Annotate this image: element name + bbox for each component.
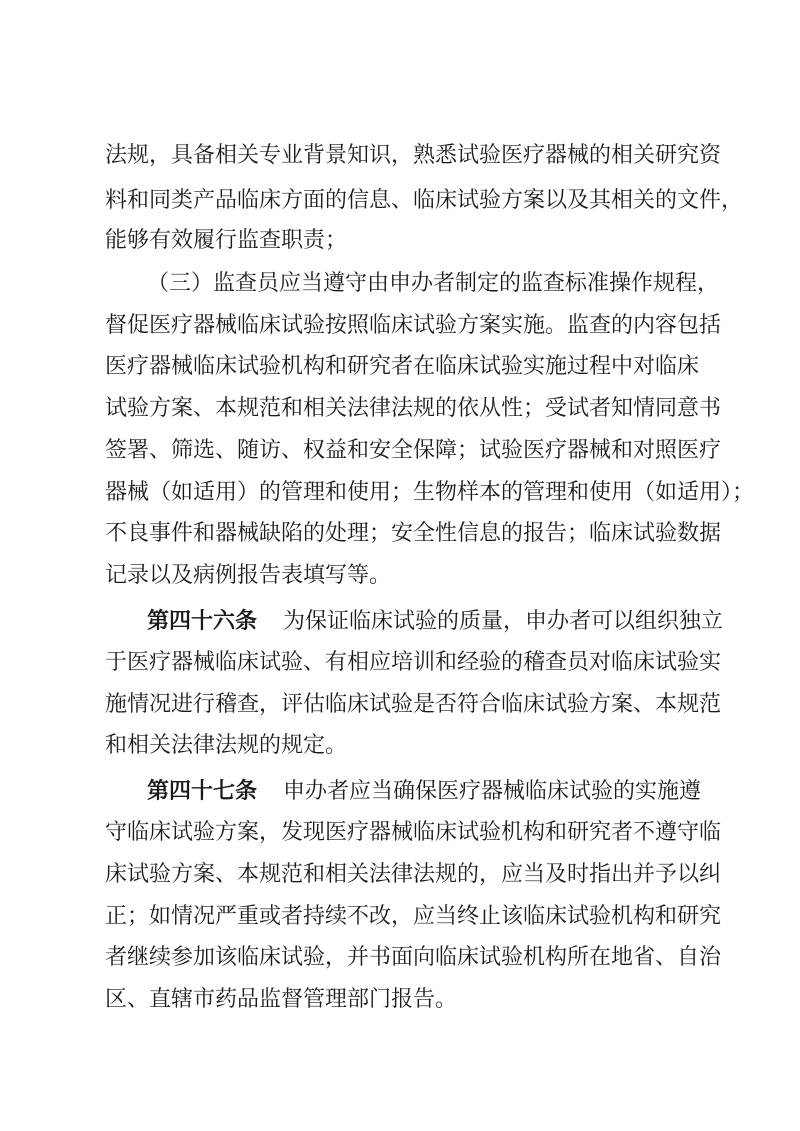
text-line: 试验方案、本规范和相关法律法规的依从性；受试者知情同意书 (105, 396, 722, 421)
article-47-text: 申办者应当确保医疗器械临床试验的实施遵 (283, 779, 702, 804)
article-46-line (147, 601, 723, 641)
article-46-heading: 第四十六条 (147, 608, 258, 634)
article-47-line (147, 771, 701, 811)
text-line: 料和同类产品临床方面的信息、临床试验方案以及其相关的文件， (105, 188, 744, 213)
text-line: 正；如情况严重或者持续不改，应当终止该临床试验机构和研究 (105, 904, 722, 929)
text-line: 施情况进行稽查，评估临床试验是否符合临床试验方案、本规范 (105, 692, 722, 717)
text-line: 床试验方案、本规范和相关法律法规的，应当及时指出并予以纠 (105, 862, 722, 887)
text-line: 记录以及病例报告表填写等。 (105, 563, 392, 588)
text-line: 者继续参加该临床试验，并书面向临床试验机构所在地省、自治 (105, 945, 722, 970)
text-line: 和相关法律法规的规定。 (105, 733, 348, 758)
text-line: 于医疗器械临床试验、有相应培训和经验的稽查员对临床试验实 (105, 650, 722, 675)
paragraph-3-start: （三）监查员应当遵守由申办者制定的监查标准操作规程， (147, 271, 720, 296)
article-46-text: 为保证临床试验的质量，申办者可以组织独立 (283, 609, 724, 634)
text-line: 医疗器械临床试验机构和研究者在临床试验实施过程中对临床 (105, 354, 700, 379)
text-line: 不良事件和器械缺陷的处理；安全性信息的报告；临床试验数据 (105, 521, 722, 546)
text-line: 法规，具备相关专业背景知识，熟悉试验医疗器械的相关研究资 (105, 143, 722, 168)
article-47-heading: 第四十七条 (147, 778, 258, 804)
text-line: 器械（如适用）的管理和使用；生物样本的管理和使用（如适用）； (105, 480, 755, 505)
text-line: 守临床试验方案，发现医疗器械临床试验机构和研究者不遵守临 (105, 820, 722, 845)
text-line: 能够有效履行监查职责； (105, 228, 348, 253)
text-line: 督促医疗器械临床试验按照临床试验方案实施。监查的内容包括 (105, 313, 722, 338)
text-line: 签署、筛选、随访、权益和安全保障；试验医疗器械和对照医疗 (105, 438, 722, 463)
text-line: 区、直辖市药品监督管理部门报告。 (105, 987, 458, 1012)
